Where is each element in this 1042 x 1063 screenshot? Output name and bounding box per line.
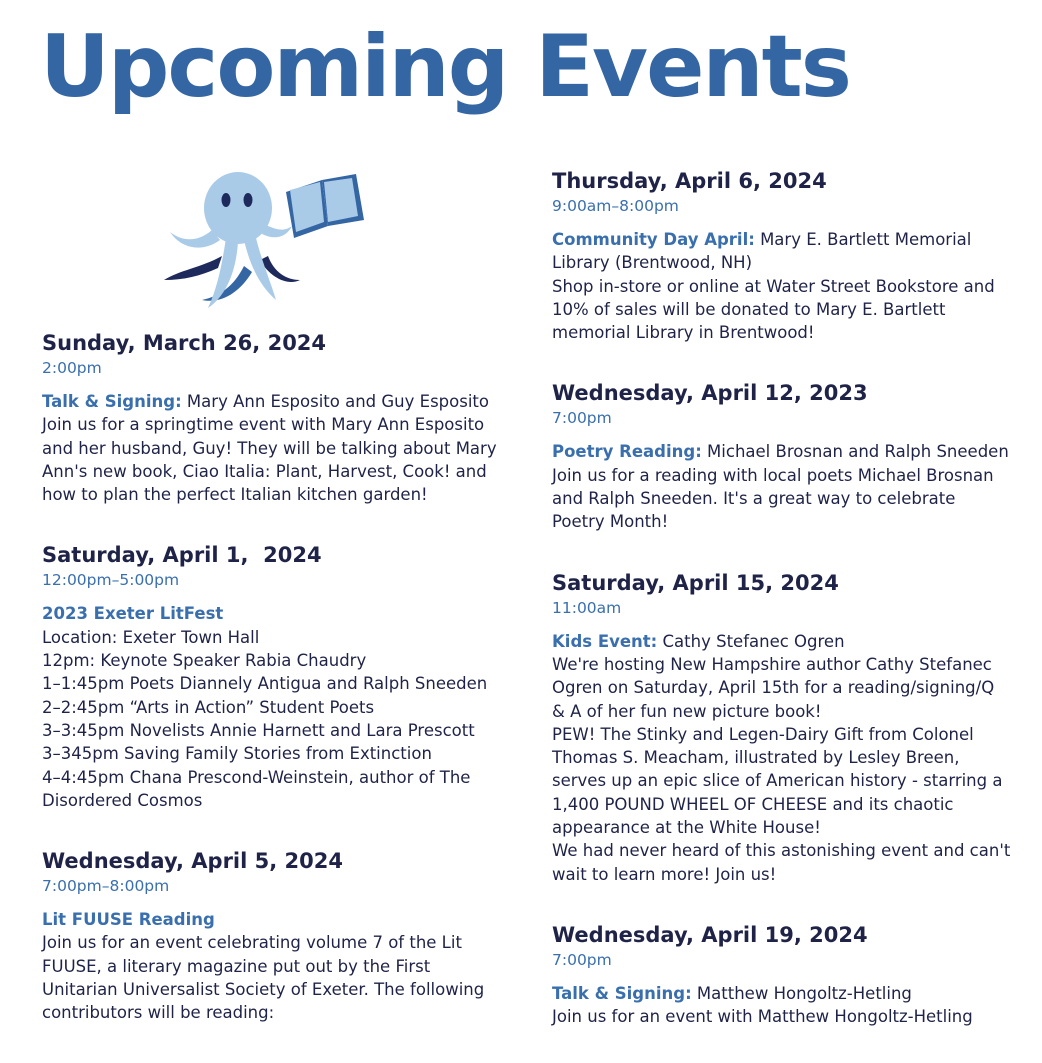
description-line: 3–3:45pm Novelists Annie Harnett and Lara Prescott <box>42 720 475 740</box>
description-line: Shop in-store or online at Water Street Bookstore and <box>552 276 995 296</box>
event-time: 7:00pm–8:00pm <box>42 877 170 896</box>
event-time: 12:00pm–5:00pm <box>42 571 180 590</box>
event-time: 11:00am <box>552 598 622 617</box>
event-date: Saturday, April 1, 2024 <box>42 543 322 568</box>
event-description <box>42 602 512 812</box>
event-date: Thursday, April 6, 2024 <box>552 169 827 193</box>
description-line: 4–4:45pm Chana Prescond-Weinstein, author of The <box>42 767 471 787</box>
description-line: Poetry Month! <box>552 512 669 532</box>
description-line: 2–2:45pm “Arts in Action” Student Poets <box>42 697 375 717</box>
description-line: We're hosting New Hampshire author Cathy Stefanec <box>552 654 992 674</box>
event-headline: Mary E. Bartlett Memorial <box>754 230 972 249</box>
description-line: 1–1:45pm Poets Diannely Antigua and Ralph Sneeden <box>42 674 488 694</box>
description-line: contributors will be reading: <box>42 1003 275 1023</box>
description-line: Ogren on Saturday, April 15th for a reading/signing/Q <box>552 678 995 698</box>
event-label: Community Day April: <box>552 230 755 249</box>
event-description <box>42 390 512 506</box>
description-line: Disordered Cosmos <box>42 790 203 810</box>
event-label: Lit FUUSE Reading <box>42 910 215 930</box>
event-label: 2023 Exeter LitFest <box>42 604 224 624</box>
description-line: wait to learn more! Join us! <box>552 864 777 884</box>
description-line: Ann's new book, Ciao Italia: Plant, Harvest, Cook! and <box>42 461 487 481</box>
event-label: Talk & Signing: <box>552 983 692 1003</box>
event-date: Wednesday, April 19, 2024 <box>552 922 868 947</box>
event-block <box>552 378 1022 533</box>
right-event-column <box>552 166 1022 1063</box>
description-line: We had never heard of this astonishing event and can't <box>552 841 1011 861</box>
event-date: Sunday, March 26, 2024 <box>42 331 327 355</box>
event-headline: Cathy Stefanec Ogren <box>657 631 845 651</box>
description-line: FUUSE, a literary magazine put out by the First <box>42 956 431 976</box>
event-block <box>552 920 1022 1029</box>
event-block <box>552 166 1022 344</box>
event-description <box>552 440 1022 533</box>
description-line: serves up an epic slice of American history - starring a <box>552 771 1003 791</box>
event-description <box>552 630 1022 886</box>
description-line: and her husband, Guy! They will be talking about Mary <box>42 438 497 458</box>
description-line: and Ralph Sneeden. It's a great way to celebrate <box>552 489 956 509</box>
description-line: 10% of sales will be donated to Mary E. Bartlett <box>552 299 946 319</box>
event-description <box>42 908 512 1024</box>
page-title: Upcoming Events <box>40 17 850 117</box>
octopus-reading-book-icon <box>160 168 372 313</box>
description-line: 1,400 POUND WHEEL OF CHEESE and its chaotic <box>552 794 954 814</box>
event-description <box>552 228 1022 344</box>
event-label: Kids Event: <box>552 631 658 651</box>
description-line: Join us for an event with Matthew Hongoltz-Hetling <box>552 1007 973 1027</box>
event-headline: Mary Ann Esposito and Guy Esposito <box>181 392 489 411</box>
event-block <box>552 568 1022 886</box>
event-block <box>42 540 512 812</box>
event-time: 7:00pm <box>552 950 612 969</box>
event-time: 7:00pm <box>552 409 612 428</box>
description-line: Location: Exeter Town Hall <box>42 627 260 647</box>
description-line: & A of her fun new picture book! <box>552 701 822 721</box>
event-date: Wednesday, April 5, 2024 <box>42 849 343 874</box>
description-line: Library (Brentwood, NH) <box>552 253 753 273</box>
description-line: Unitarian Universalist Society of Exeter. The following <box>42 980 485 1000</box>
event-time: 2:00pm <box>42 359 102 377</box>
event-headline: Michael Brosnan and Ralph Sneeden <box>701 442 1009 462</box>
description-line: appearance at the White House! <box>552 818 821 838</box>
description-line: how to plan the perfect Italian kitchen garden! <box>42 485 428 505</box>
event-time: 9:00am–8:00pm <box>552 197 679 215</box>
event-label: Poetry Reading: <box>552 442 702 462</box>
event-label: Talk & Signing: <box>42 392 182 411</box>
description-line: Join us for a reading with local poets Michael Brosnan <box>552 465 994 485</box>
event-date: Wednesday, April 12, 2023 <box>552 381 868 406</box>
description-line: memorial Library in Brentwood! <box>552 323 815 343</box>
event-description <box>552 982 1022 1029</box>
description-line: Join us for a springtime event with Mary Ann Esposito <box>42 415 485 435</box>
description-line: Join us for an event celebrating volume 7 of the Lit <box>42 933 462 953</box>
description-line: 12pm: Keynote Speaker Rabia Chaudry <box>42 651 367 671</box>
event-date: Saturday, April 15, 2024 <box>552 570 839 595</box>
description-line: 3–345pm Saving Family Stories from Extinction <box>42 744 432 764</box>
left-event-column <box>42 328 512 1059</box>
event-block <box>42 846 512 1024</box>
event-block <box>42 328 512 506</box>
event-headline: Matthew Hongoltz-Hetling <box>691 983 912 1003</box>
description-line: Thomas S. Meacham, illustrated by Lesley Breen, <box>552 748 960 768</box>
description-line: PEW! The Stinky and Legen-Dairy Gift from Colonel <box>552 724 974 744</box>
